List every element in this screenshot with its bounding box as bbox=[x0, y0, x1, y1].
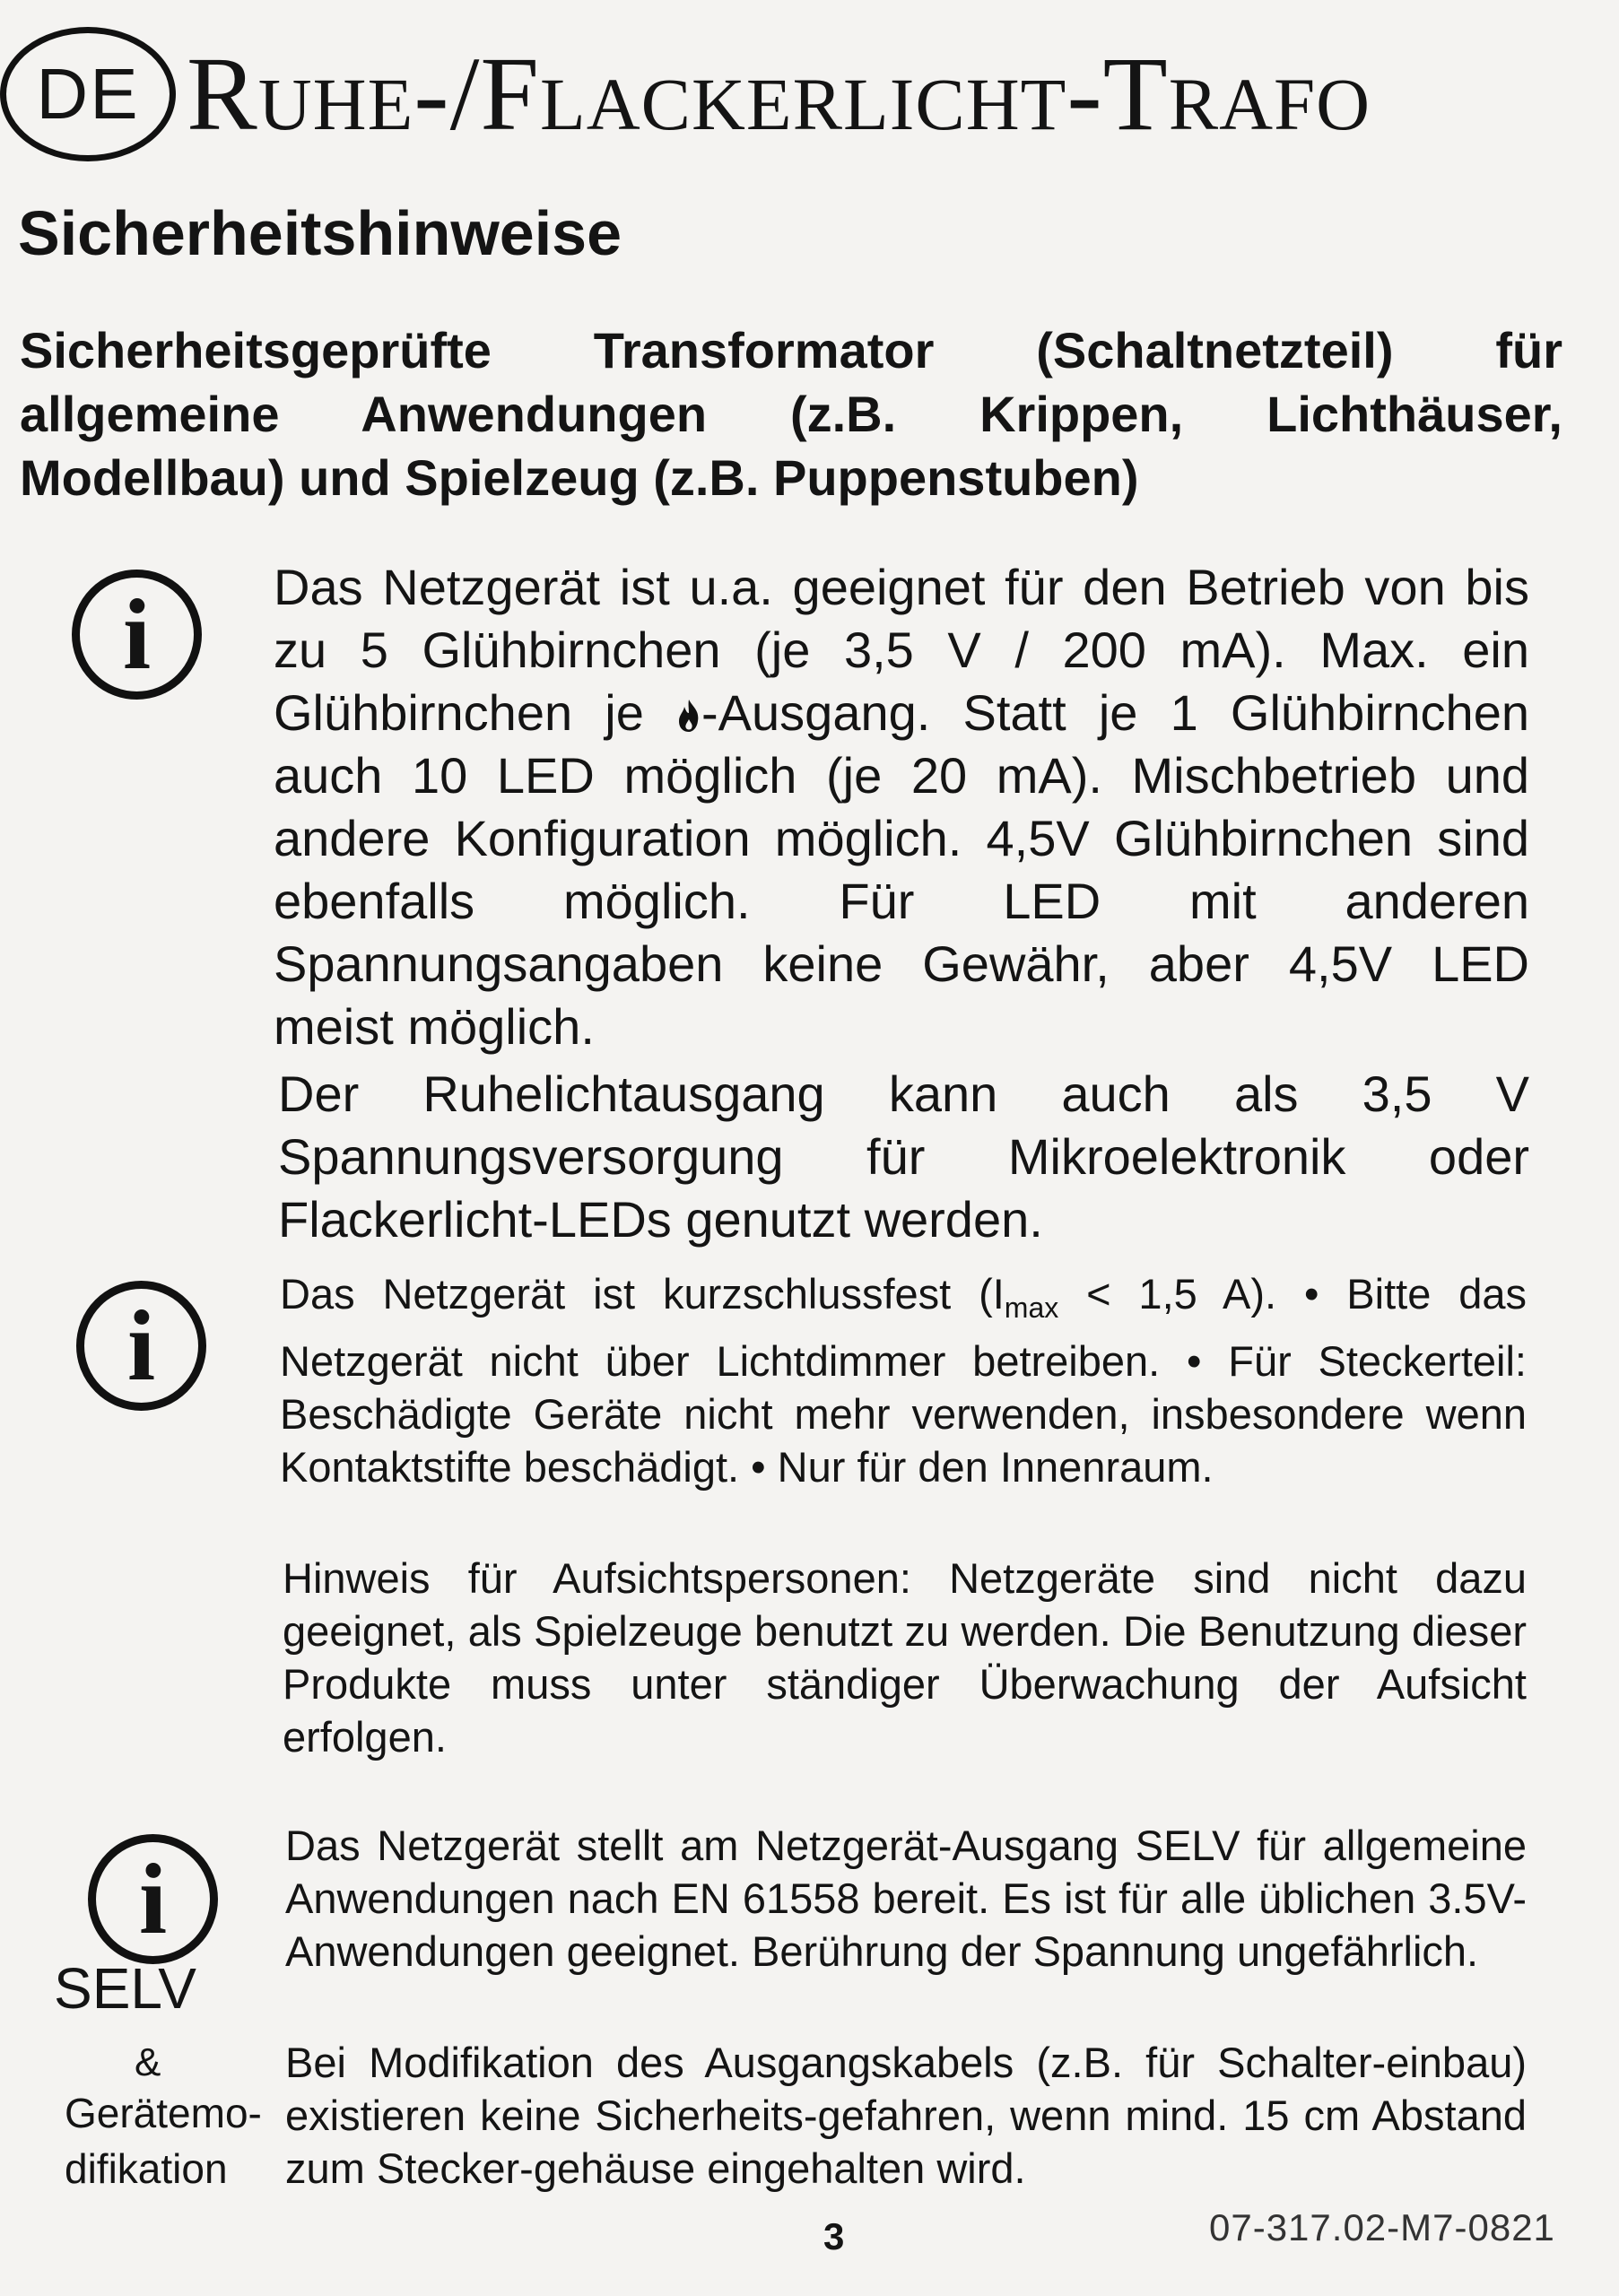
page-number: 3 bbox=[823, 2215, 845, 2257]
info-icon: i bbox=[88, 1834, 218, 1964]
page-title: Ruhe-/Flackerlicht-Trafo bbox=[187, 35, 1371, 152]
selv-paragraph: Das Netzgerät stellt am Netzgerät-Ausgang SELV für allgemeine Anwendungen nach EN 61558 bereit. Es ist für alle üblichen 3.5V-Anwendungen geeignet. Berührung der Spannung ungefährlich. bbox=[285, 1822, 1527, 1975]
modification-paragraph: Bei Modifikation des Ausgangskabels (z.B. für Schalter-einbau) existieren keine Sicherheits-gefahren, wenn mind. 15 cm Abstand zum Stecker-gehäuse eingehalten wird. bbox=[285, 2039, 1527, 2192]
info-paragraph-2-part2: < 1,5 A). • Bitte das Netzgerät nicht über Lichtdimmer betreiben. • Für Steckerteil: Beschädigte Geräte nicht mehr verwenden, insbesondere wenn Kontaktstifte beschädigt. • Nur für den Innenraum. bbox=[280, 1270, 1527, 1491]
section-title: Sicherheitshinweise bbox=[18, 198, 622, 268]
flame-icon bbox=[676, 698, 701, 734]
info-paragraph-2 bbox=[280, 1267, 1527, 1493]
info-icon: i bbox=[76, 1281, 206, 1411]
ampersand-label: & bbox=[135, 2040, 161, 2084]
info-paragraph-1-part2: -Ausgang. Statt je 1 Glühbirnchen auch 10 LED möglich (je 20 mA). Mischbetrieb und andere Konfiguration möglich. 4,5V Glühbirnchen sind ebenfalls möglich. Für LED mit anderen Spannungsangaben keine Gewähr, aber 4,5V LED meist möglich. bbox=[274, 684, 1529, 1055]
language-badge: DE bbox=[0, 27, 176, 161]
info-paragraph-1-part1: Das Netzgerät ist u.a. geeignet für den Betrieb von bis zu 5 Glühbirnchen (je 3,5 V / 200 mA). Max. ein Glühbirnchen je bbox=[274, 559, 1529, 741]
supervisor-notice: Hinweis für Aufsichtspersonen: Netzgeräte sind nicht dazu geeignet, als Spielzeuge benutzt zu werden. Die Benutzung dieser Produkte muss unter ständiger Überwachung der Aufsicht erfolgen. bbox=[283, 1554, 1527, 1761]
intro-text: Sicherheitsgeprüfte Transformator (Schaltnetzteil) für allgemeine Anwendungen (z.B. Krippen, Lichthäuser, Modellbau) und Spielzeug (z.B. Puppenstuben) bbox=[20, 322, 1562, 506]
info-icon: i bbox=[72, 570, 202, 700]
imax-subscript: max bbox=[1004, 1292, 1059, 1324]
info-paragraph-2-part1: Das Netzgerät ist kurzschlussfest (I bbox=[280, 1270, 1005, 1318]
info-paragraph-1b: Der Ruhelichtausgang kann auch als 3,5 V Spannungsversorgung für Mikroelektronik oder Flackerlicht-LEDs genutzt werden. bbox=[278, 1065, 1529, 1248]
modification-label: Gerätemo-difikation bbox=[65, 2090, 262, 2192]
document-code: 07-317.02-M7-0821 bbox=[1209, 2206, 1555, 2248]
selv-label: SELV bbox=[54, 1956, 196, 2021]
info-paragraph-1 bbox=[274, 556, 1529, 1058]
